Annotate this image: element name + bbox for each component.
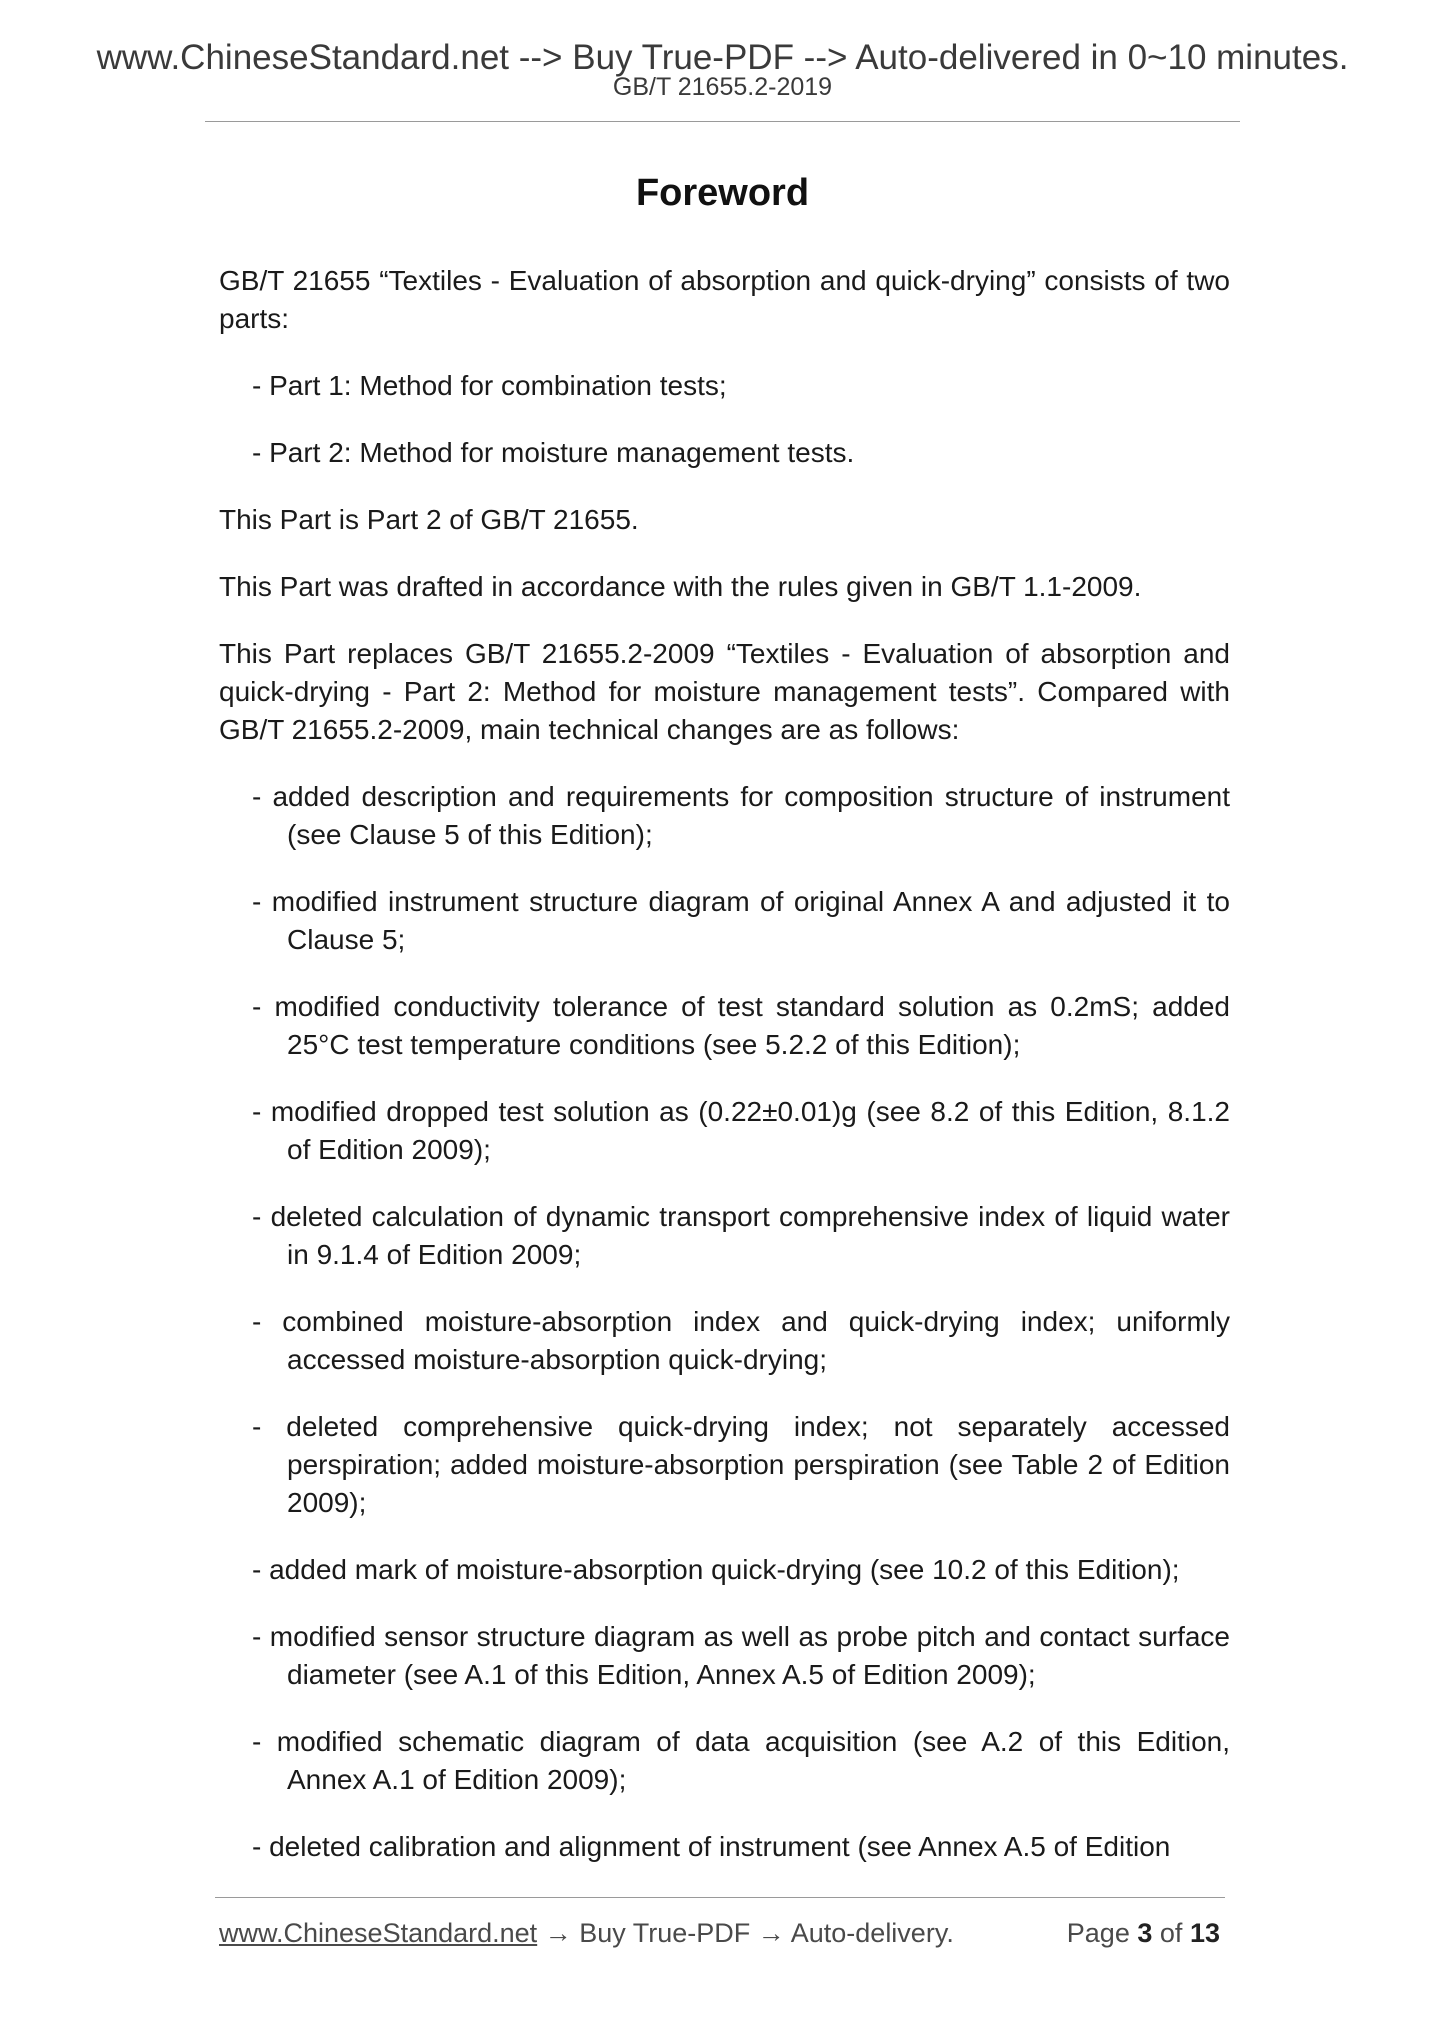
change-item: - modified conductivity tolerance of test standard solution as 0.2mS; added 25°C test temperature conditions (see 5.2.2 of this Edition); [252, 991, 1230, 1060]
top-banner: www.ChineseStandard.net --> Buy True-PDF --> Auto-delivered in 0~10 minutes. [96, 38, 1349, 77]
change-item: - modified instrument structure diagram of original Annex A and adjusted it to Clause 5; [252, 886, 1230, 955]
standard-code: GB/T 21655.2-2019 [612, 73, 833, 101]
intro-paragraph: GB/T 21655 “Textiles - Evaluation of absorption and quick-drying” consists of two parts: [219, 265, 1230, 334]
page-footer [219, 1916, 1225, 1950]
page-of-label: of [1159, 1918, 1183, 1948]
footer-left [219, 1916, 954, 1950]
page-label: Page [1066, 1918, 1130, 1948]
page-current: 3 [1137, 1918, 1153, 1948]
change-item: - modified schematic diagram of data acquisition (see A.2 of this Edition, Annex A.1 of Edition 2009); [252, 1726, 1230, 1795]
page-number [1067, 1916, 1220, 1950]
header-divider [205, 121, 1240, 122]
change-item: - deleted calibration and alignment of instrument (see Annex A.5 of Edition [252, 1831, 1171, 1862]
change-item: - added description and requirements for composition structure of instrument (see Clause 5 of this Edition); [252, 781, 1230, 850]
footer-tagline: → Buy True-PDF → Auto-delivery. [537, 1918, 954, 1948]
footer-site-link[interactable]: www.ChineseStandard.net [219, 1918, 538, 1948]
part-item: - Part 1: Method for combination tests; [252, 370, 727, 401]
foreword-body [219, 262, 1230, 1866]
footer-divider [215, 1897, 1225, 1898]
part-item: - Part 2: Method for moisture management tests. [252, 437, 855, 468]
statement-paragraph: This Part is Part 2 of GB/T 21655. [219, 504, 639, 535]
page-total: 13 [1189, 1918, 1220, 1948]
change-item: - modified dropped test solution as (0.22±0.01)g (see 8.2 of this Edition, 8.1.2 of Edition 2009); [252, 1096, 1230, 1165]
change-item: - deleted comprehensive quick-drying index; not separately accessed perspiration; added moisture-absorption perspiration (see Table 2 of Edition 2009); [252, 1411, 1230, 1518]
page-title: Foreword [635, 172, 810, 214]
change-item: - combined moisture-absorption index and quick-drying index; uniformly accessed moisture-absorption quick-drying; [252, 1306, 1230, 1375]
statement-paragraph: This Part was drafted in accordance with the rules given in GB/T 1.1-2009. [219, 571, 1142, 602]
change-item: - added mark of moisture-absorption quick-drying (see 10.2 of this Edition); [252, 1554, 1180, 1585]
change-item: - modified sensor structure diagram as well as probe pitch and contact surface diameter (see A.1 of this Edition, Annex A.5 of Edition 2009); [252, 1621, 1230, 1690]
change-item: - deleted calculation of dynamic transport comprehensive index of liquid water in 9.1.4 of Edition 2009; [252, 1201, 1230, 1270]
statement-paragraph: This Part replaces GB/T 21655.2-2009 “Textiles - Evaluation of absorption and quick-drying - Part 2: Method for moisture management tests”. Compared with GB/T 21655.2-2009, main technical changes are as follows: [219, 638, 1230, 745]
